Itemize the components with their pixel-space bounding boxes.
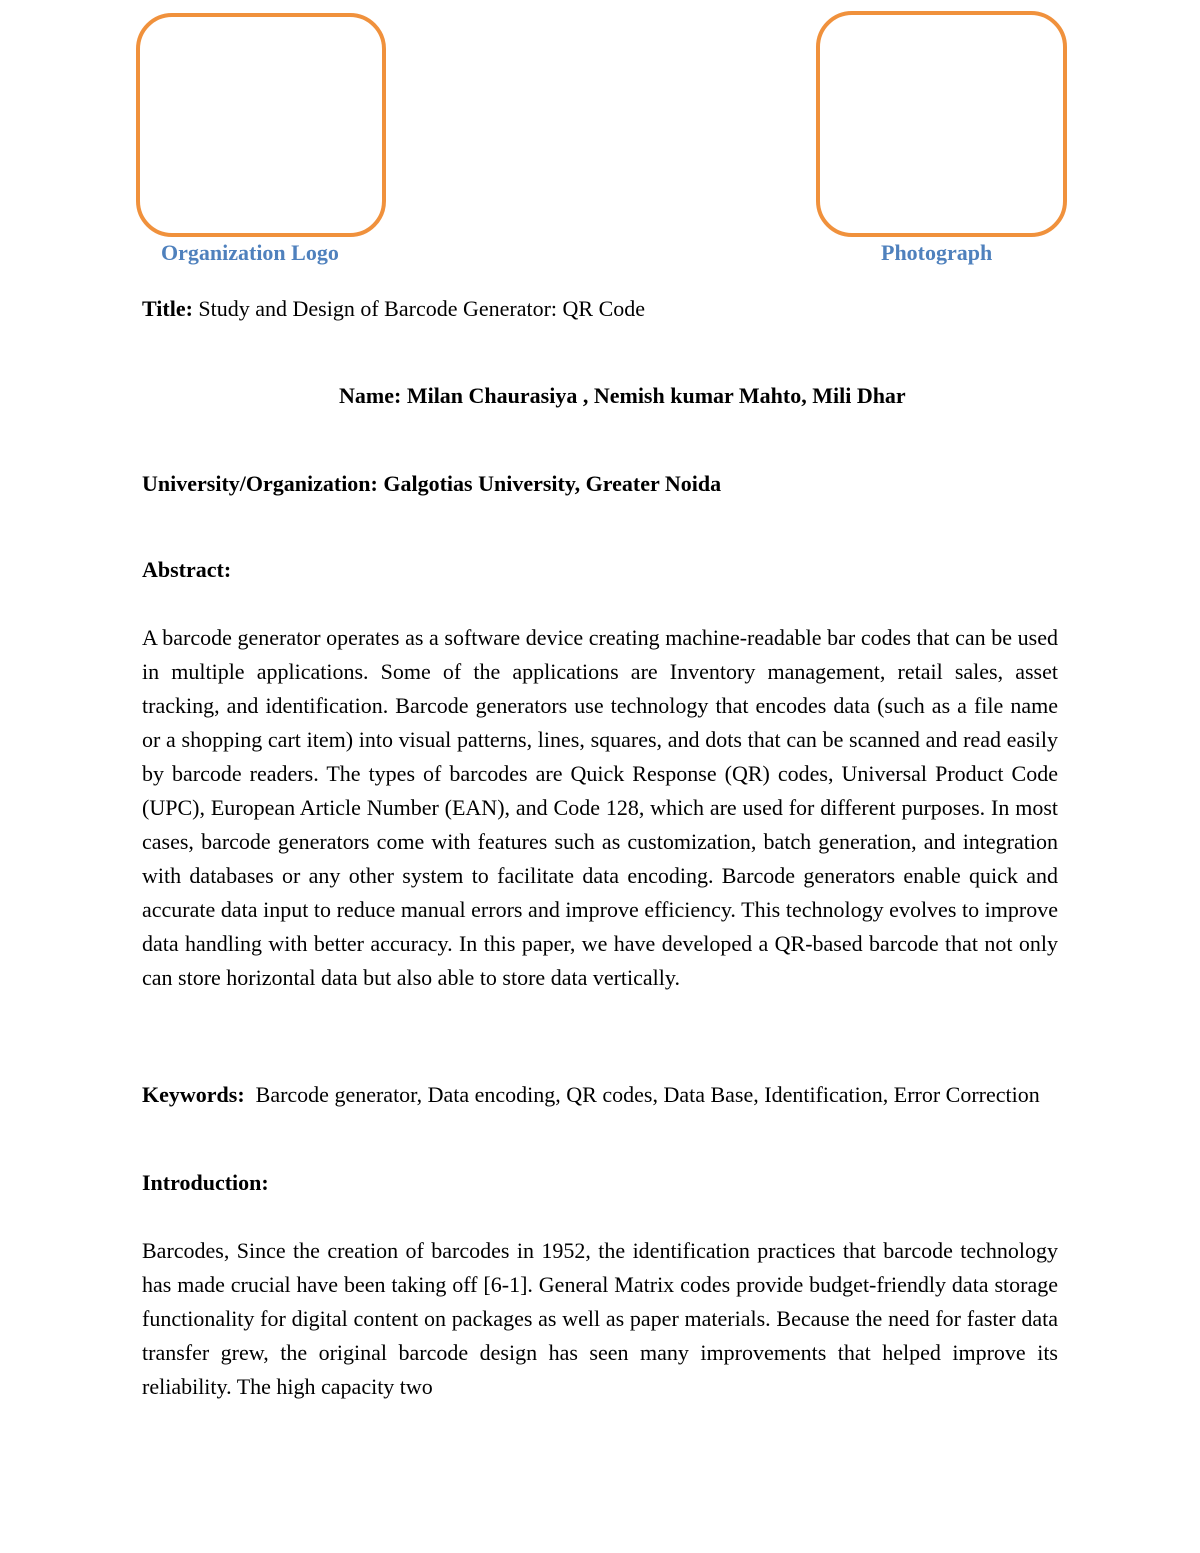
organization-line [142, 467, 1058, 501]
abstract-heading: Abstract: [142, 557, 232, 582]
photograph-placeholder [816, 11, 1067, 237]
introduction-body [142, 1234, 1058, 1404]
photograph-label: Photograph [881, 240, 993, 265]
introduction-text: Barcodes, Since the creation of barcodes in 1952, the identification practices that barcode technology has made crucial have been taking off [6-1]. General Matrix codes provide budget-friendly data storage functionality for digital content on packages as well as paper materials. Because the need for faster data transfer grew, the original barcode design has seen many improvements that helped improve its reliability. The high capacity two [142, 1238, 1058, 1399]
authors: Milan Chaurasiya , Nemish kumar Mahto, Mili Dhar [406, 383, 906, 408]
abstract-text: A barcode generator operates as a software device creating machine-readable bar codes that can be used in multiple applications. Some of the applications are Inventory management, retail sales, asset tracking, and identification. Barcode generators use technology that encodes data (such as a file name or a shopping cart item) into visual patterns, lines, squares, and dots that can be scanned and read easily by barcode readers. The types of barcodes are Quick Response (QR) codes, Universal Product Code (UPC), European Article Number (EAN), and Code 128, which are used for different purposes. In most cases, barcode generators come with features such as customization, batch generation, and integration with databases or any other system to facilitate data encoding. Barcode generators enable quick and accurate data input to reduce manual errors and improve efficiency. This technology evolves to improve data handling with better accuracy. In this paper, we have developed a QR-based barcode that not only can store horizontal data but also able to store data vertically. [142, 625, 1058, 990]
paper-title: Study and Design of Barcode Generator: QR Code [198, 296, 646, 321]
organization-name: Galgotias University, Greater Noida [383, 471, 722, 496]
abstract-body [142, 621, 1058, 995]
organization-logo-label: Organization Logo [161, 240, 339, 265]
keywords-label: Keywords: [142, 1082, 245, 1107]
organization-logo-placeholder [136, 13, 386, 237]
keywords-block [142, 1078, 1058, 1112]
introduction-heading: Introduction: [142, 1170, 269, 1195]
organization-label: University/Organization: [142, 471, 378, 496]
name-label: Name: [339, 383, 402, 408]
authors-line [339, 379, 906, 413]
title-label: Title: [142, 296, 193, 321]
paper-title-line [142, 292, 1058, 326]
keywords-text: Barcode generator, Data encoding, QR codes, Data Base, Identification, Error Correction [255, 1082, 1040, 1107]
